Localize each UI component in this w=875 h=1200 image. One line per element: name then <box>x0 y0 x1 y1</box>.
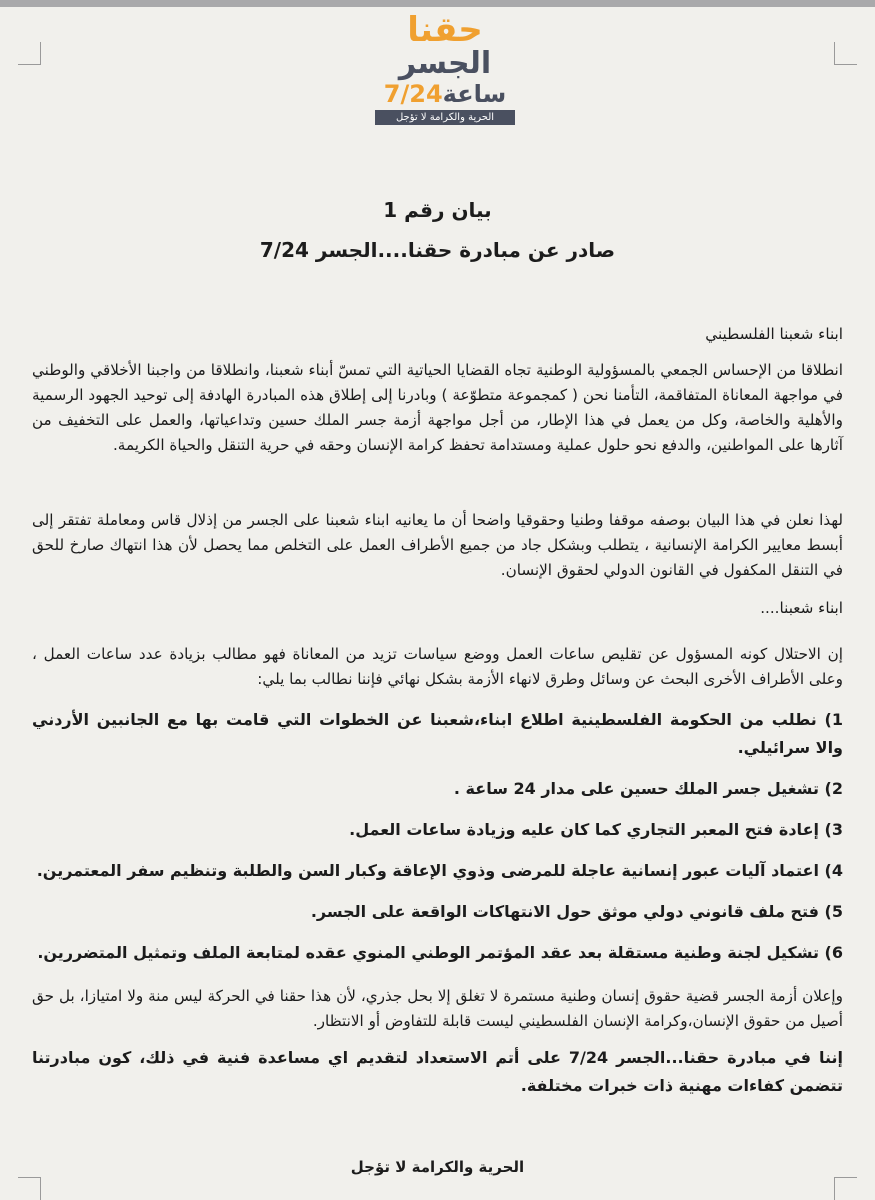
logo-line2: الجسر <box>398 46 492 81</box>
paragraph-2: لهذا نعلن في هذا البيان بوصفه موقفا وطنيا وحقوقيا واضحا أن ما يعانيه ابناء شعبنا على الجسر من إذلال قاس ومعاملة تفتقر إلى أبسط معايير الكرامة الإنسانية ، يتطلب وبشكل جاد من جميع الأطراف العمل على التخلص مما يحصل لأن هذا انتهاك صارخ للحق في التنقل المكفول في القانون الدولي لحقوق الإنسان. <box>32 511 843 579</box>
demand-item: 5) فتح ملف قانوني دولي موثق حول الانتهاكات الواقعة على الجسر. <box>310 902 843 921</box>
initiative-logo <box>375 12 515 125</box>
logo-number: 7/24 <box>383 80 443 108</box>
logo-line3 <box>375 80 515 108</box>
salutation: ابناء شعبنا الفلسطيني <box>705 325 843 343</box>
logo-tagline: الحرية والكرامة لا تؤجل <box>375 110 515 125</box>
demand-item: 4) اعتماد آليات عبور إنسانية عاجلة للمرضى وذوي الإعاقة وكبار السن والطلبة وتنظيم سفر المعتمرين. <box>36 861 843 880</box>
statement-title: بيان رقم 1 <box>383 198 492 222</box>
paragraph-3: إن الاحتلال كونه المسؤول عن تقليص ساعات العمل ووضع سياسات تزيد من المعاناة فهو مطالب بزيادة عدد ساعات العمل ، وعلى الأطراف الأخرى البحث عن وسائل وطرق لانهاء الأزمة بشكل نهائي فإننا نطالب بما يلي: <box>32 645 843 688</box>
paragraph-4: وإعلان أزمة الجسر قضية حقوق إنسان وطنية مستمرة لا تغلق إلا بحل جذري، لأن هذا حقنا في الحركة ليس منة ولا امتيازا، بل حق أصيل من حقوق الإنسان،وكرامة الإنسان الفلسطيني ليست قابلة للتفاوض أو الانتظار. <box>32 987 843 1030</box>
corner-mark <box>834 1177 857 1200</box>
corner-mark <box>18 42 41 65</box>
corner-mark <box>18 1177 41 1200</box>
demand-item: 2) تشغيل جسر الملك حسين على مدار 24 ساعة . <box>453 779 843 798</box>
demand-item: 1) نطلب من الحكومة الفلسطينية اطلاع ابناء،شعبنا عن الخطوات التي قامت بها مع الجانبين الأردني والا سرائيلي. <box>32 710 843 757</box>
top-bar <box>0 0 875 7</box>
logo-line1: حقنا <box>407 10 483 50</box>
corner-mark <box>834 42 857 65</box>
demand-item: 6) تشكيل لجنة وطنية مستقلة بعد عقد المؤتمر الوطني المنوي عقده لمتابعة الملف وتمثيل المتضررين. <box>37 943 843 962</box>
paragraph-5: إننا في مبادرة حقنا...الجسر 7/24 على أتم الاستعداد لتقديم اي مساعدة فنية في ذلك، كون مبادرتنا تتضمن كفاءات مهنية ذات خبرات مختلفة. <box>32 1048 843 1095</box>
statement-subtitle: صادر عن مبادرة حقنا....الجسر 7/24 <box>259 238 616 262</box>
demand-item: 3) إعادة فتح المعبر التجاري كما كان عليه وزيادة ساعات العمل. <box>349 820 843 839</box>
paragraph-1: انطلاقا من الإحساس الجمعي بالمسؤولية الوطنية تجاه القضايا الحياتية التي تمسّ أبناء شعبنا، وانطلاقا من واجبنا الأخلاقي والوطني في مواجهة المعاناة المتفاقمة، التأمنا نحن ( كمجموعة متطوّعة ) وبادرنا إلى إطلاق هذه المبادرة الهادفة إلى توحيد الجهود الرسمية والأهلية والخاصة، وكل من يعمل في هذا الإطار، من أجل مواجهة أزمة جسر الملك حسين وتداعياتها، والعمل على التخفيف من آثارها على المواطنين، والدفع نحو حلول عملية ومستدامة تحفظ كرامة الإنسان وحقه في حرية التنقل والحياة الكريمة. <box>32 361 843 454</box>
logo-word: ساعة <box>442 80 507 108</box>
salutation-2: ابناء شعبنا.... <box>760 599 843 617</box>
footer-slogan: الحرية والكرامة لا تؤجل <box>350 1158 525 1176</box>
